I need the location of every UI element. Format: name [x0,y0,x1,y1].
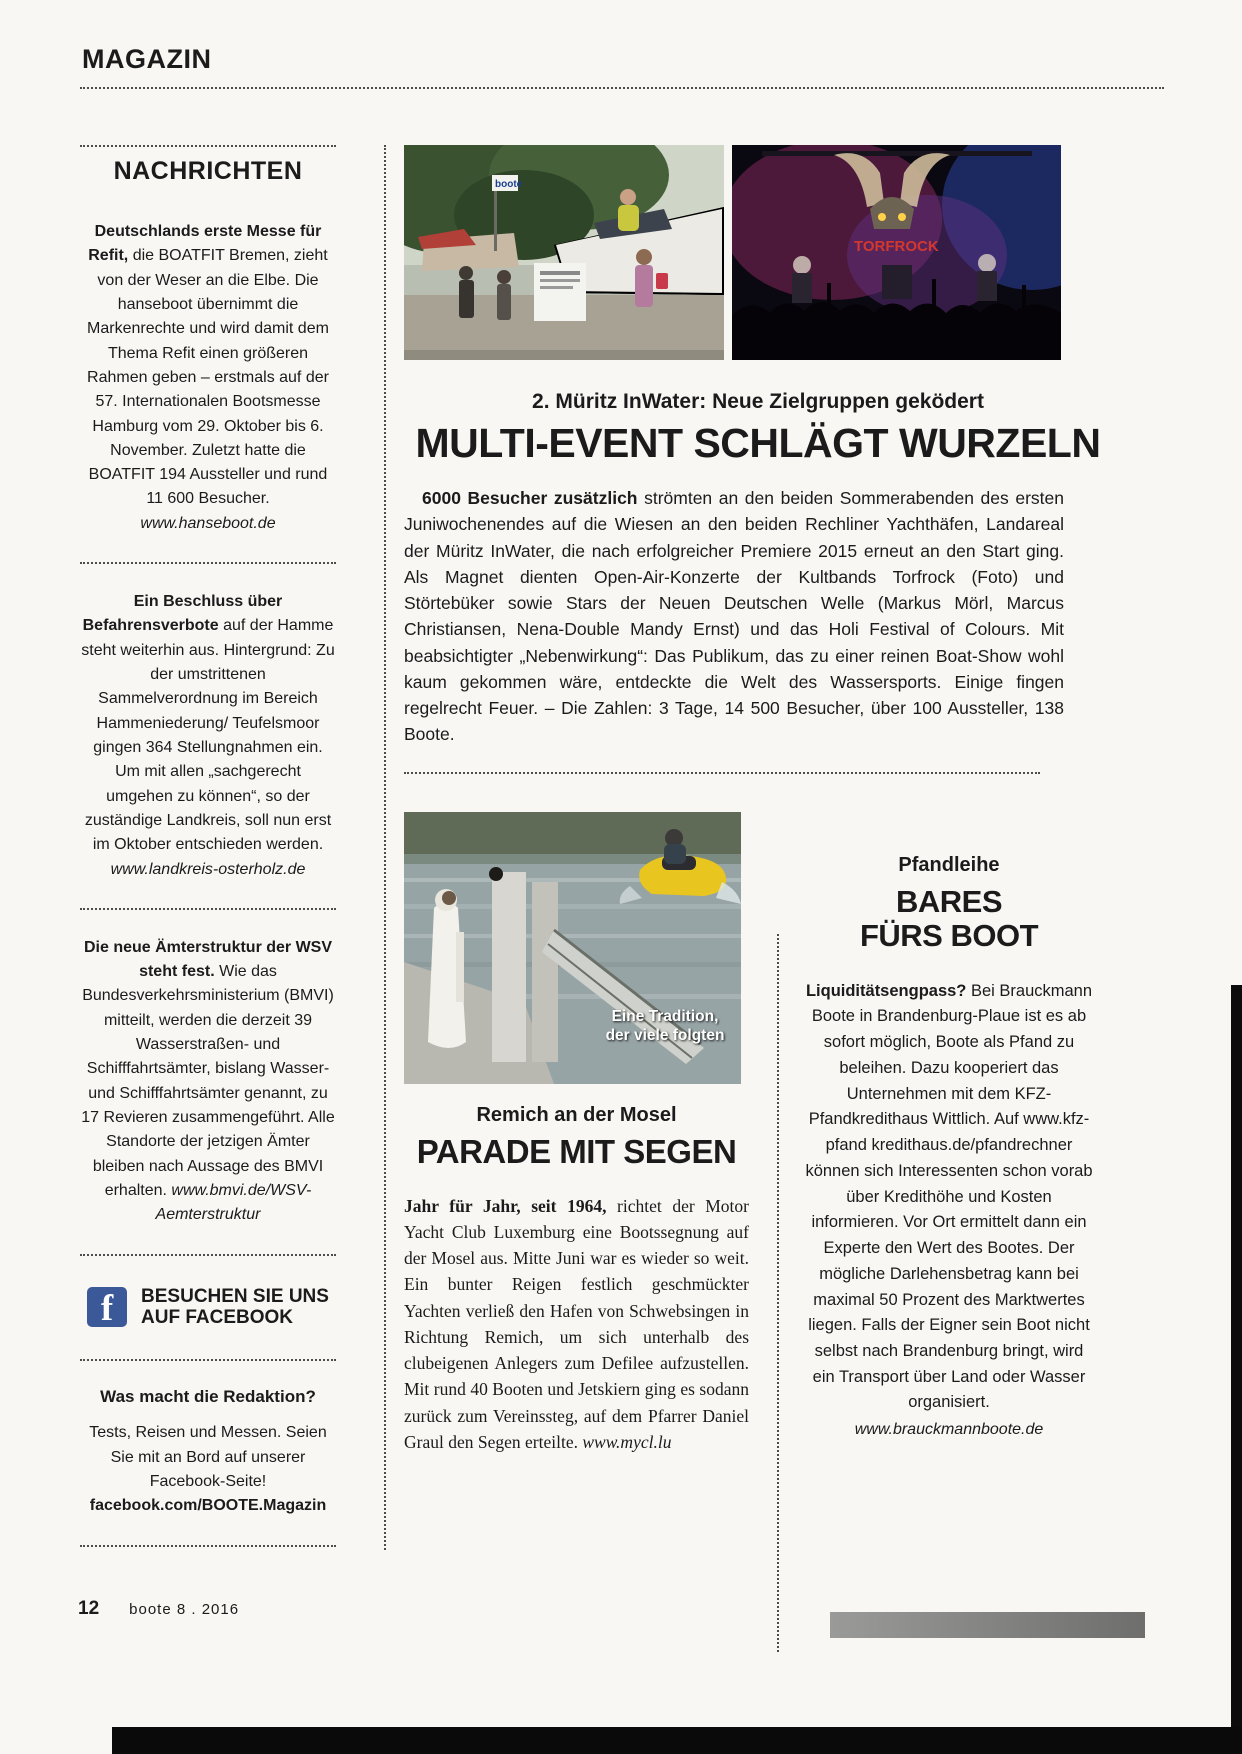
facebook-url: facebook.com/BOOTE.Magazin [89,1497,327,1515]
news-item-url: www.hanseboot.de [140,514,276,532]
column-divider [384,145,386,1550]
divider [80,562,336,564]
news-item-url: www.landkreis-osterholz.de [110,860,306,878]
issue-label: boote 8 . 2016 [129,1601,240,1618]
page-section-label: MAGAZIN [82,44,212,74]
parade-article [404,812,749,1456]
pfand-body: Liquiditätsengpass? Bei Brauckmann Boote in Brandenburg-Plaue ist es ab sofort möglich, Boote als Pfand zu beleihen. Dazu kooperiert das Unternehmen mit dem KFZ-Pfandkredithaus Wittlich. Auf www.kfz-pfand kredithaus.de/pfandrechner können sich Interessenten schon vorab über Kredithöhe und Kosten informieren. Vor Ort ermittelt dann ein Experte den Wert des Bootes. Der mögliche Darlehensbetrag kann bei maximal 50 Prozent des Marktwertes liegen. Falls der Eigner sein Boot nicht selbst nach Brandenburg bringt, wird ein Transport über Land oder Wasser organisiert. www.brauckmannboote.de [803,979,1095,1443]
pfand-url: www.brauckmannboote.de [854,1421,1044,1439]
blessing-photo [404,812,741,1084]
page-number: 12 [78,1598,100,1619]
news-item-url: www.bmvi.de/WSV-Aemterstruktur [155,1181,312,1224]
facebook-banner [80,1282,336,1334]
divider [80,1254,336,1256]
main-article-kicker: 2. Müritz InWater: Neue Zielgruppen geködert [532,390,984,413]
page-footer [78,1598,239,1620]
redaktion-text: Tests, Reisen und Messen. Seien Sie mit an Bord auf unserer Facebook-Seite! [89,1424,327,1490]
svg-text:boote: boote [495,179,523,190]
svg-text:TORFROCK: TORFROCK [854,238,939,255]
section-divider [404,772,1040,774]
boat-show-photo [404,145,724,360]
facebook-icon: f [87,1287,127,1327]
divider [80,1359,336,1361]
pfand-headline: BARES FÜRS BOOT [859,883,1039,953]
parade-headline: PARADE MIT SEGEN [416,1132,737,1170]
news-column [80,145,336,1573]
news-item-text: Ein Beschluss über Befahrensverbote auf der Hamme steht weiterhin aus. Hintergrund: Zu der umstrittenen Sammelverordnung im Bereich Hammeniederung/ Teufelsmoor gingen 364 Stellungnahmen ein. Um mit allen „sachgerecht umgehen zu können“, so der zuständige Landkreis, soll nun erst im Oktober entschieden werden. www.landkreis-osterholz.de [81,593,335,878]
parade-url: www.mycl.lu [582,1431,672,1452]
column-divider [777,934,779,1652]
header-rule [80,87,1164,89]
concert-photo [732,145,1061,360]
scan-artifact-right-strip [1231,985,1242,1754]
scan-artifact-gray-bar [830,1612,1145,1638]
pfand-kicker: Pfandleihe [898,853,1000,876]
main-article-body: 6000 Besucher zusätzlich strömten an den beiden Sommerabenden des ersten Juniwochenendes auf die Wiesen an den beiden Rechliner Yachthäfen, Landareal der Müritz InWater, die nach erfolgreicher Premiere 2015 erneut an den Start ging. Als Magnet dienten Open-Air-Konzerte der Kultbands Torfrock (Foto) und Störtebüker sowie Stars der Neuen Deutschen Welle (Markus Mörl, Marcus Christiansen, Nena-Double Mandy Ernst) und das Holi Festival of Colours. Mit beabsichtigter „Nebenwirkung“: Das Publikum, das zu einer reinen Boat-Show wohl kaum gekommen wäre, entdeckte die Welt des Wassersports. Einige fingen regelrecht Feuer. – Die Zahlen: 3 Tage, 14 500 Besucher, über 100 Aussteller, 138 Boote. [404,488,1064,745]
news-item [80,220,336,536]
facebook-banner-text: BESUCHEN SIE UNS AUF FACEBOOK [141,1285,329,1329]
pfand-article [803,812,1095,1444]
main-column [404,145,1112,1652]
news-item [80,590,336,882]
rail-top-rule [80,145,336,147]
news-column-title: NACHRICHTEN [113,157,303,185]
divider [80,908,336,910]
news-item-text: Deutschlands erste Messe für Refit, die BOATFIT Bremen, zieht von der Weser an die Elbe. Die hanseboot übernimmt die Markenrechte und wird damit dem Thema Refit einen größeren Rahmen geben – erstmals auf der 57. Internationalen Bootsmesse Hamburg vom 29. Oktober bis 6. November. Zuletzt hatte die BOATFIT 194 Aussteller und rund 11 600 Besucher. www.hanseboot.de [87,223,329,532]
news-item [80,936,336,1228]
news-item-text: Die neue Ämterstruktur der WSV steht fest. Wie das Bundesverkehrsministerium (BMVI) mitteilt, werden die derzeit 39 Wasserstraßen- und Schifffahrtsämter, bislang Wasser- und Schifffahrtsämter genannt, zu 17 Revieren zusammengeführt. Alle Standorte der jetzigen Ämter bleiben nach Aussage des BMVI erhalten. www.bmvi.de/WSV-Aemterstruktur [81,938,335,1224]
photo-caption: Eine Tradition, der viele folgten [605,1007,725,1045]
parade-body: Jahr für Jahr, seit 1964, richtet der Motor Yacht Club Luxemburg eine Bootssegnung auf der Mosel aus. Mitte Juni war es wieder so weit. Ein bunter Reigen festlich geschmückter Yachten verließ den Hafen von Schwebsingen in Richtung Remich, um sich unterhalb des clubeigenen Anlegers zum Defilee aufzustellen. Mit rund 40 Booten und Jetskiern ging es sodann zurück zum Vereinssteg, auf dem Pfarrer Daniel Graul den Segen erteilte. www.mycl.lu [404,1195,750,1452]
main-article-headline: MULTI-EVENT SCHLÄGT WURZELN [415,420,1101,466]
parade-kicker: Remich an der Mosel [476,1103,677,1126]
divider [80,1545,336,1547]
redaktion-title: Was macht die Redaktion? [100,1387,316,1407]
scan-artifact-bottom-bar [112,1727,1242,1754]
